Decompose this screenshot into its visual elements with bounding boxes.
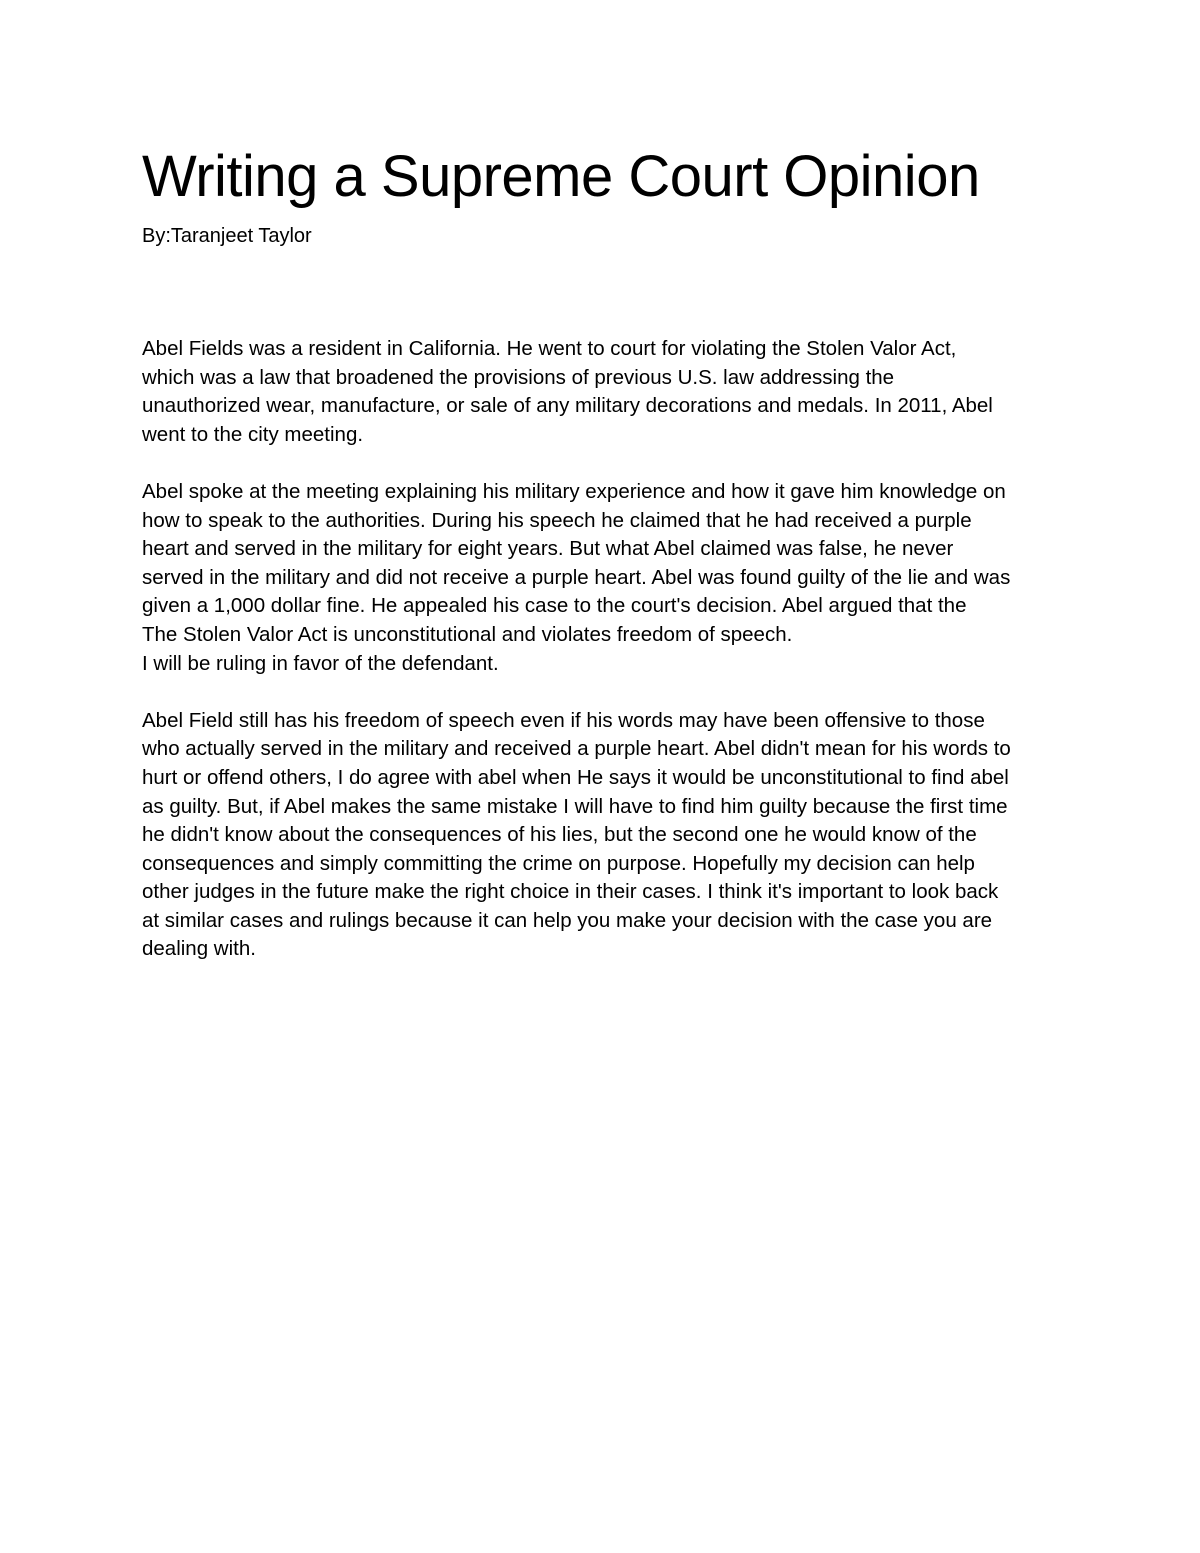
paragraph	[142, 335, 1072, 449]
text-line: heart and served in the military for eight years. But what Abel claimed was false, he never	[142, 537, 954, 561]
text-line: went to the city meeting.	[142, 422, 364, 446]
document-title: Writing a Supreme Court Opinion	[142, 144, 980, 209]
text-line: given a 1,000 dollar fine. He appealed his case to the court's decision. Abel argued that the	[142, 594, 967, 618]
text-line: hurt or offend others, I do agree with abel when He says it would be unconstitutional to find abel	[142, 765, 1009, 789]
text-line: consequences and simply committing the crime on purpose. Hopefully my decision can help	[142, 851, 975, 875]
text-line: who actually served in the military and received a purple heart. Abel didn't mean for his words to	[142, 737, 1011, 761]
text-line: I will be ruling in favor of the defendant.	[142, 651, 499, 675]
text-line: at similar cases and rulings because it can help you make your decision with the case you are	[142, 908, 993, 932]
text-line: other judges in the future make the right choice in their cases. I think it's important to look back	[142, 880, 999, 904]
text-line: The Stolen Valor Act is unconstitutional and violates freedom of speech.	[142, 622, 793, 646]
text-line: Abel spoke at the meeting explaining his military experience and how it gave him knowledge on	[142, 479, 1006, 503]
document-author: By:Taranjeet Taylor	[142, 225, 312, 247]
text-line: Abel Fields was a resident in California. He went to court for violating the Stolen Valor Act,	[142, 337, 957, 360]
text-line: served in the military and did not receive a purple heart. Abel was found guilty of the lie and was	[142, 565, 1011, 589]
text-line: unauthorized wear, manufacture, or sale of any military decorations and medals. In 2011, Abel	[142, 394, 993, 418]
text-line: dealing with.	[142, 937, 256, 961]
paragraph-gap	[142, 678, 1072, 707]
text-line: he didn't know about the consequences of his lies, but the second one he would know of the	[142, 823, 977, 847]
text-line: Abel Field still has his freedom of speech even if his words may have been offensive to those	[142, 708, 985, 732]
paragraph-gap	[142, 449, 1072, 478]
text-line: as guilty. But, if Abel makes the same mistake I will have to find him guilty because the first time	[142, 794, 1008, 818]
paragraph	[142, 707, 1072, 964]
document-body	[142, 335, 1072, 964]
text-line: how to speak to the authorities. During his speech he claimed that he had received a purple	[142, 508, 972, 532]
text-line: which was a law that broadened the provisions of previous U.S. law addressing the	[142, 365, 895, 389]
paragraph	[142, 478, 1072, 678]
